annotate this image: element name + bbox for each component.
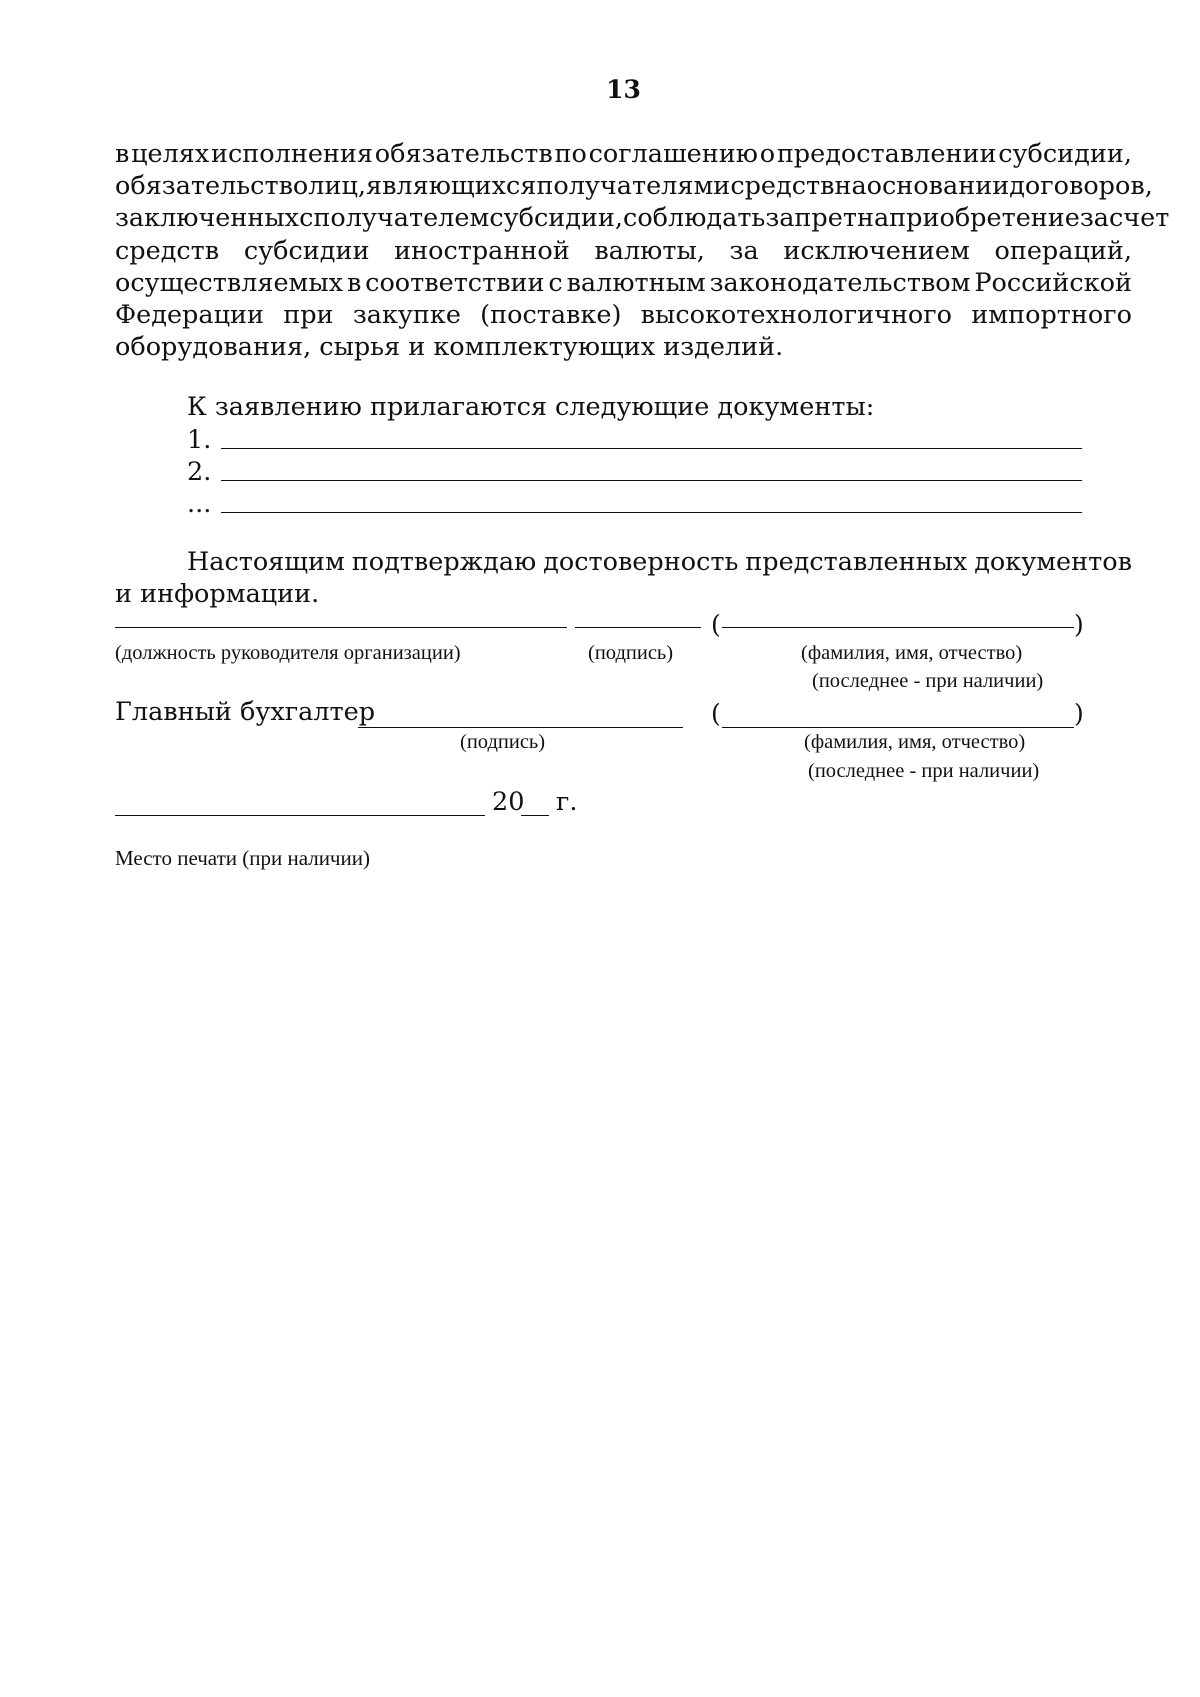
name-open-paren: ( <box>711 610 721 639</box>
attachment-blank-line[interactable] <box>221 480 1082 481</box>
accountant-signature-blank-line[interactable] <box>358 727 683 728</box>
word: исполнения <box>211 139 374 169</box>
word: документов <box>974 547 1132 577</box>
attachments-section <box>187 391 1082 519</box>
word: соглашению <box>588 139 758 169</box>
body-paragraph <box>115 138 1170 363</box>
word: операций, <box>994 235 1132 266</box>
body-line-last: оборудования, сырья и комплектующих изделий. <box>115 332 784 363</box>
word: средств <box>730 171 835 202</box>
body-line <box>115 202 1170 234</box>
signature-caption: (подпись) <box>588 642 674 664</box>
attachment-blank-line[interactable] <box>221 448 1082 449</box>
word: подтверждаю <box>351 547 537 577</box>
accountant-name-close-paren: ) <box>1074 699 1084 728</box>
word: валютным <box>566 267 706 298</box>
confirmation-statement <box>115 546 1132 610</box>
word: обязательство <box>115 171 309 202</box>
attachment-number: ... <box>187 489 212 519</box>
word: за <box>1079 203 1109 234</box>
accountant-name-caption-line2: (последнее - при наличии) <box>808 760 1040 782</box>
body-line <box>115 267 1132 299</box>
word: основании <box>866 171 1010 202</box>
confirmation-line <box>115 546 1132 578</box>
accountant-name-caption: (фамилия, имя, отчество) <box>804 731 1026 753</box>
word: осуществляемых <box>115 267 344 298</box>
word: валюты, <box>594 235 705 266</box>
word: соблюдать <box>623 203 766 234</box>
accountant-name-blank-line[interactable] <box>722 727 1074 728</box>
name-caption-line2: (последнее - при наличии) <box>812 670 1044 692</box>
accountant-signature-caption: (подпись) <box>460 731 546 753</box>
word: являющихся <box>365 171 537 202</box>
body-line <box>115 138 1132 170</box>
attachment-blank-line[interactable] <box>221 512 1082 513</box>
word: при <box>283 299 334 330</box>
word: Федерации <box>115 299 264 330</box>
word: целях <box>131 139 210 169</box>
word: иностранной <box>394 235 570 266</box>
word: на <box>856 203 890 234</box>
word: исключением <box>783 235 970 266</box>
year-blank-line[interactable] <box>521 815 549 816</box>
word: субсидии, <box>489 203 624 234</box>
word: Настоящим <box>187 547 345 577</box>
word: на <box>834 171 867 202</box>
position-caption: (должность руководителя организации) <box>115 642 461 664</box>
word: Российской <box>974 267 1132 298</box>
word: лиц, <box>308 171 366 202</box>
word: с <box>299 203 314 234</box>
word: о <box>759 139 776 169</box>
word: приобретение <box>889 203 1080 234</box>
word: субсидии, <box>998 139 1132 169</box>
attachment-number: 1. <box>187 425 212 455</box>
body-line <box>115 299 1132 331</box>
attachments-title: К заявлению прилагаются следующие документы: <box>187 392 875 422</box>
word: представленных <box>745 547 968 577</box>
word: договоров, <box>1009 171 1153 202</box>
chief-accountant-label: Главный бухгалтер <box>115 697 376 727</box>
date-blank-line[interactable] <box>115 815 485 816</box>
body-line <box>115 235 1132 267</box>
word: получателями <box>536 171 731 202</box>
stamp-place-label: Место печати (при наличии) <box>115 846 370 870</box>
word: по <box>554 139 587 169</box>
attachment-item <box>187 487 1082 519</box>
attachment-item <box>187 423 1082 455</box>
body-line <box>115 170 1153 202</box>
word: за <box>729 235 759 266</box>
date-year-prefix: 20 <box>492 787 525 817</box>
word: соответствии <box>365 267 545 298</box>
attachment-item <box>187 455 1082 487</box>
head-signature-blank-line[interactable] <box>575 627 701 628</box>
word: субсидии <box>243 235 370 266</box>
attachment-number: 2. <box>187 457 212 487</box>
word: достоверность <box>543 547 739 577</box>
word: с <box>548 267 563 298</box>
confirmation-line-last: и информации. <box>115 579 320 609</box>
word: импортного <box>971 299 1132 330</box>
word: счет <box>1109 203 1170 234</box>
page-number: 13 <box>606 75 641 104</box>
word: высокотехнологичного <box>640 299 953 330</box>
date-year-suffix: г. <box>556 787 578 817</box>
accountant-name-open-paren: ( <box>711 699 721 728</box>
word: в <box>115 139 130 169</box>
name-close-paren: ) <box>1074 610 1084 639</box>
word: обязательств <box>374 139 553 169</box>
word: в <box>346 267 362 298</box>
word: законодательством <box>709 267 971 298</box>
word: заключенных <box>115 203 300 234</box>
position-blank-line[interactable] <box>115 627 567 628</box>
word: закупке <box>352 299 461 330</box>
word: (поставке) <box>480 299 622 330</box>
word: средств <box>115 235 220 266</box>
word: получателем <box>313 203 490 234</box>
word: запрет <box>765 203 857 234</box>
word: предоставлении <box>776 139 997 169</box>
head-name-blank-line[interactable] <box>722 627 1074 628</box>
name-caption: (фамилия, имя, отчество) <box>801 642 1023 664</box>
